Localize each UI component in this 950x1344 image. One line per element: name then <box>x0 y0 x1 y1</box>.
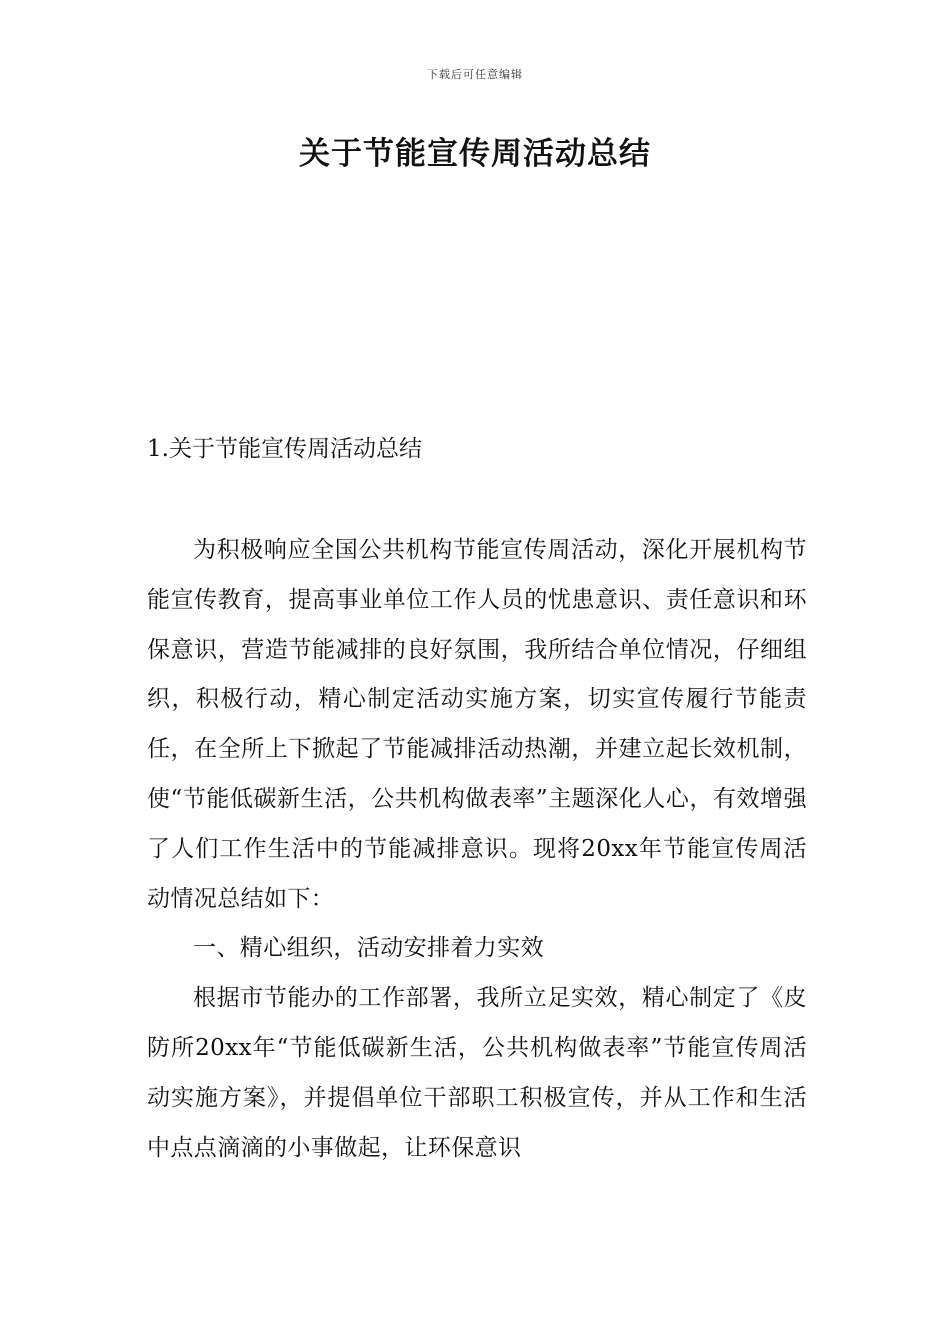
header-note: 下载后可任意编辑 <box>427 68 523 81</box>
document-title: 关于节能宣传周活动总结 <box>299 136 651 172</box>
body-paragraph: 根据市节能办的工作部署，我所立足实效，精心制定了《皮防所20xx年“节能低碳新生活，公共机构做表率”节能宣传周活动实施方案》，并提倡单位干部职工积极宣传，并从工作和生活中点点滴滴的小事做起，让环保意识 <box>147 985 807 1161</box>
document-body <box>147 526 807 1173</box>
body-subheading: 一、精心组织，活动安排着力实效 <box>193 935 544 962</box>
section-heading: 1.关于节能宣传周活动总结 <box>147 436 422 462</box>
body-paragraph: 为积极响应全国公共机构节能宣传周活动，深化开展机构节能宣传教育，提高事业单位工作人员的忧患意识、责任意识和环保意识，营造节能减排的良好氛围，我所结合单位情况，仔细组织，积极行动，精心制定活动实施方案，切实宣传履行节能责任，在全所上下掀起了节能减排活动热潮，并建立起长效机制，使“节能低碳新生活，公共机构做表率”主题深化人心，有效增强了人们工作生活中的节能减排意识。现将20xx年节能宣传周活动情况总结如下： <box>147 537 807 912</box>
